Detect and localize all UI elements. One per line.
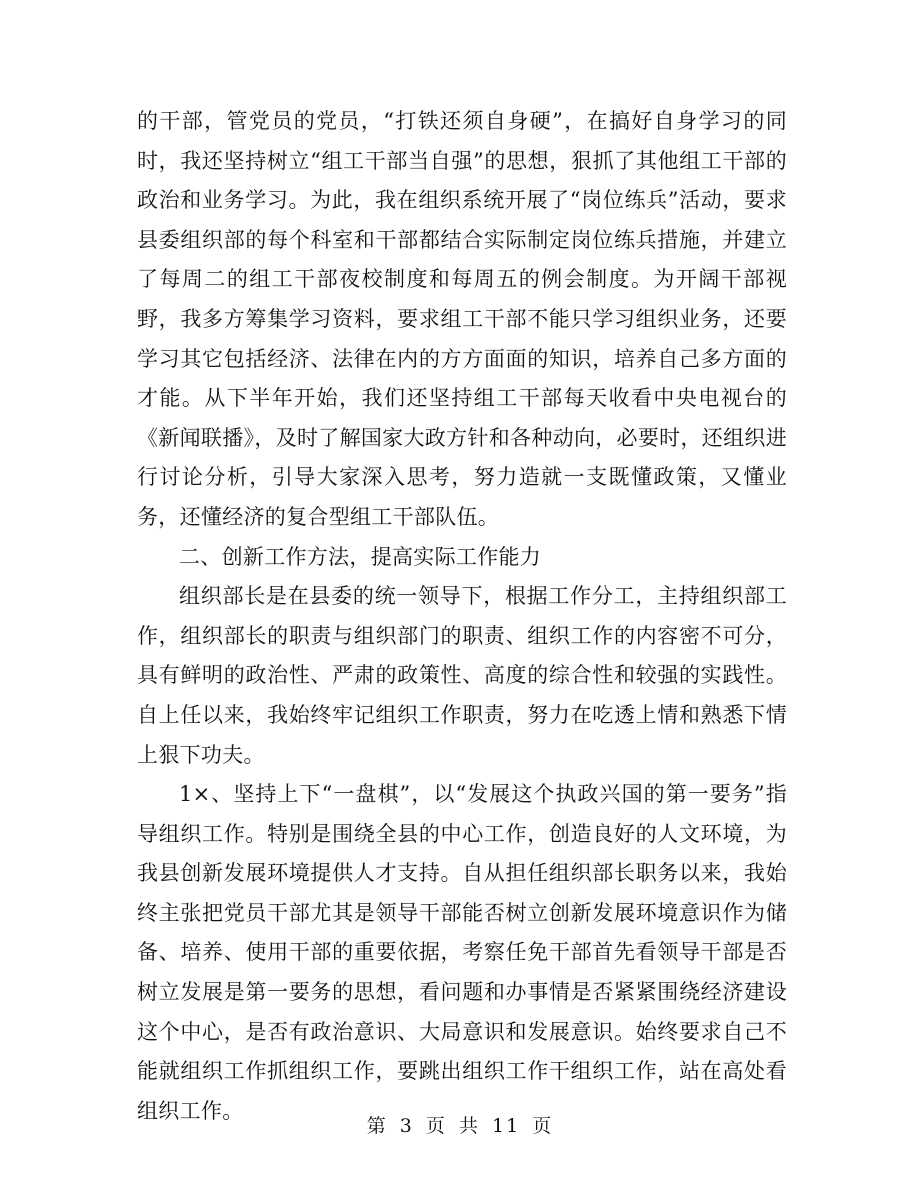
paragraph-cadre-study: 的干部，管党员的党员，“打铁还须自身硬”，在搞好自身学习的同时，我还坚持树立“组工干部当自强”的思想，狠抓了其他组工干部的政治和业务学习。为此，我在组织系统开展了“岗位练兵”活动，要求县委组织部的每个科室和干部都结合实际制定岗位练兵措施，并建立了每周二的组工干部夜校制度和每周五的例会制度。为开阔干部视野，我多方筹集学习资料，要求组工干部不能只学习组织业务，还要学习其它包括经济、法律在内的方方面面的知识，培养自己多方面的才能。从下半年开始，我们还坚持组工干部每天收看中央电视台的《新闻联播》，及时了解国家大政方针和各种动向，必要时，还组织进行讨论分析，引导大家深入思考，努力造就一支既懂政策，又懂业务，还懂经济的复合型组工干部队伍。: [137, 109, 787, 529]
section-heading-innovate-methods: 二、创新工作方法，提高实际工作能力: [179, 544, 542, 569]
document-body: [137, 102, 787, 1131]
paragraph-item-one: 1×、坚持上下“一盘棋”，以“发展这个执政兴国的第一要务”指导组织工作。特别是围绕全县的中心工作，创造良好的人文环境，为我县创新发展环境提供人才支持。自从担任组织部长职务以来，我始终主张把党员干部尤其是领导干部能否树立创新发展环境意识作为储备、培养、使用干部的重要依据，考察任免干部首先看领导干部是否树立发展是第一要务的思想，看问题和办事情是否紧紧围绕经济建设这个中心，是否有政治意识、大局意识和发展意识。始终要求自己不能就组织工作抓组织工作，要跳出组织工作干组织工作，站在高处看组织工作。: [137, 782, 787, 1123]
paragraph-minister-duties: 组织部长是在县委的统一领导下，根据工作分工，主持组织部工作，组织部长的职责与组织部门的职责、组织工作的内容密不可分，具有鲜明的政治性、严肃的政策性、高度的综合性和较强的实践性。自上任以来，我始终牢记组织工作职责，努力在吃透上情和熟悉下情上狠下功夫。: [137, 584, 787, 767]
page-number-footer: 第 3 页 共 11 页: [366, 1115, 554, 1137]
